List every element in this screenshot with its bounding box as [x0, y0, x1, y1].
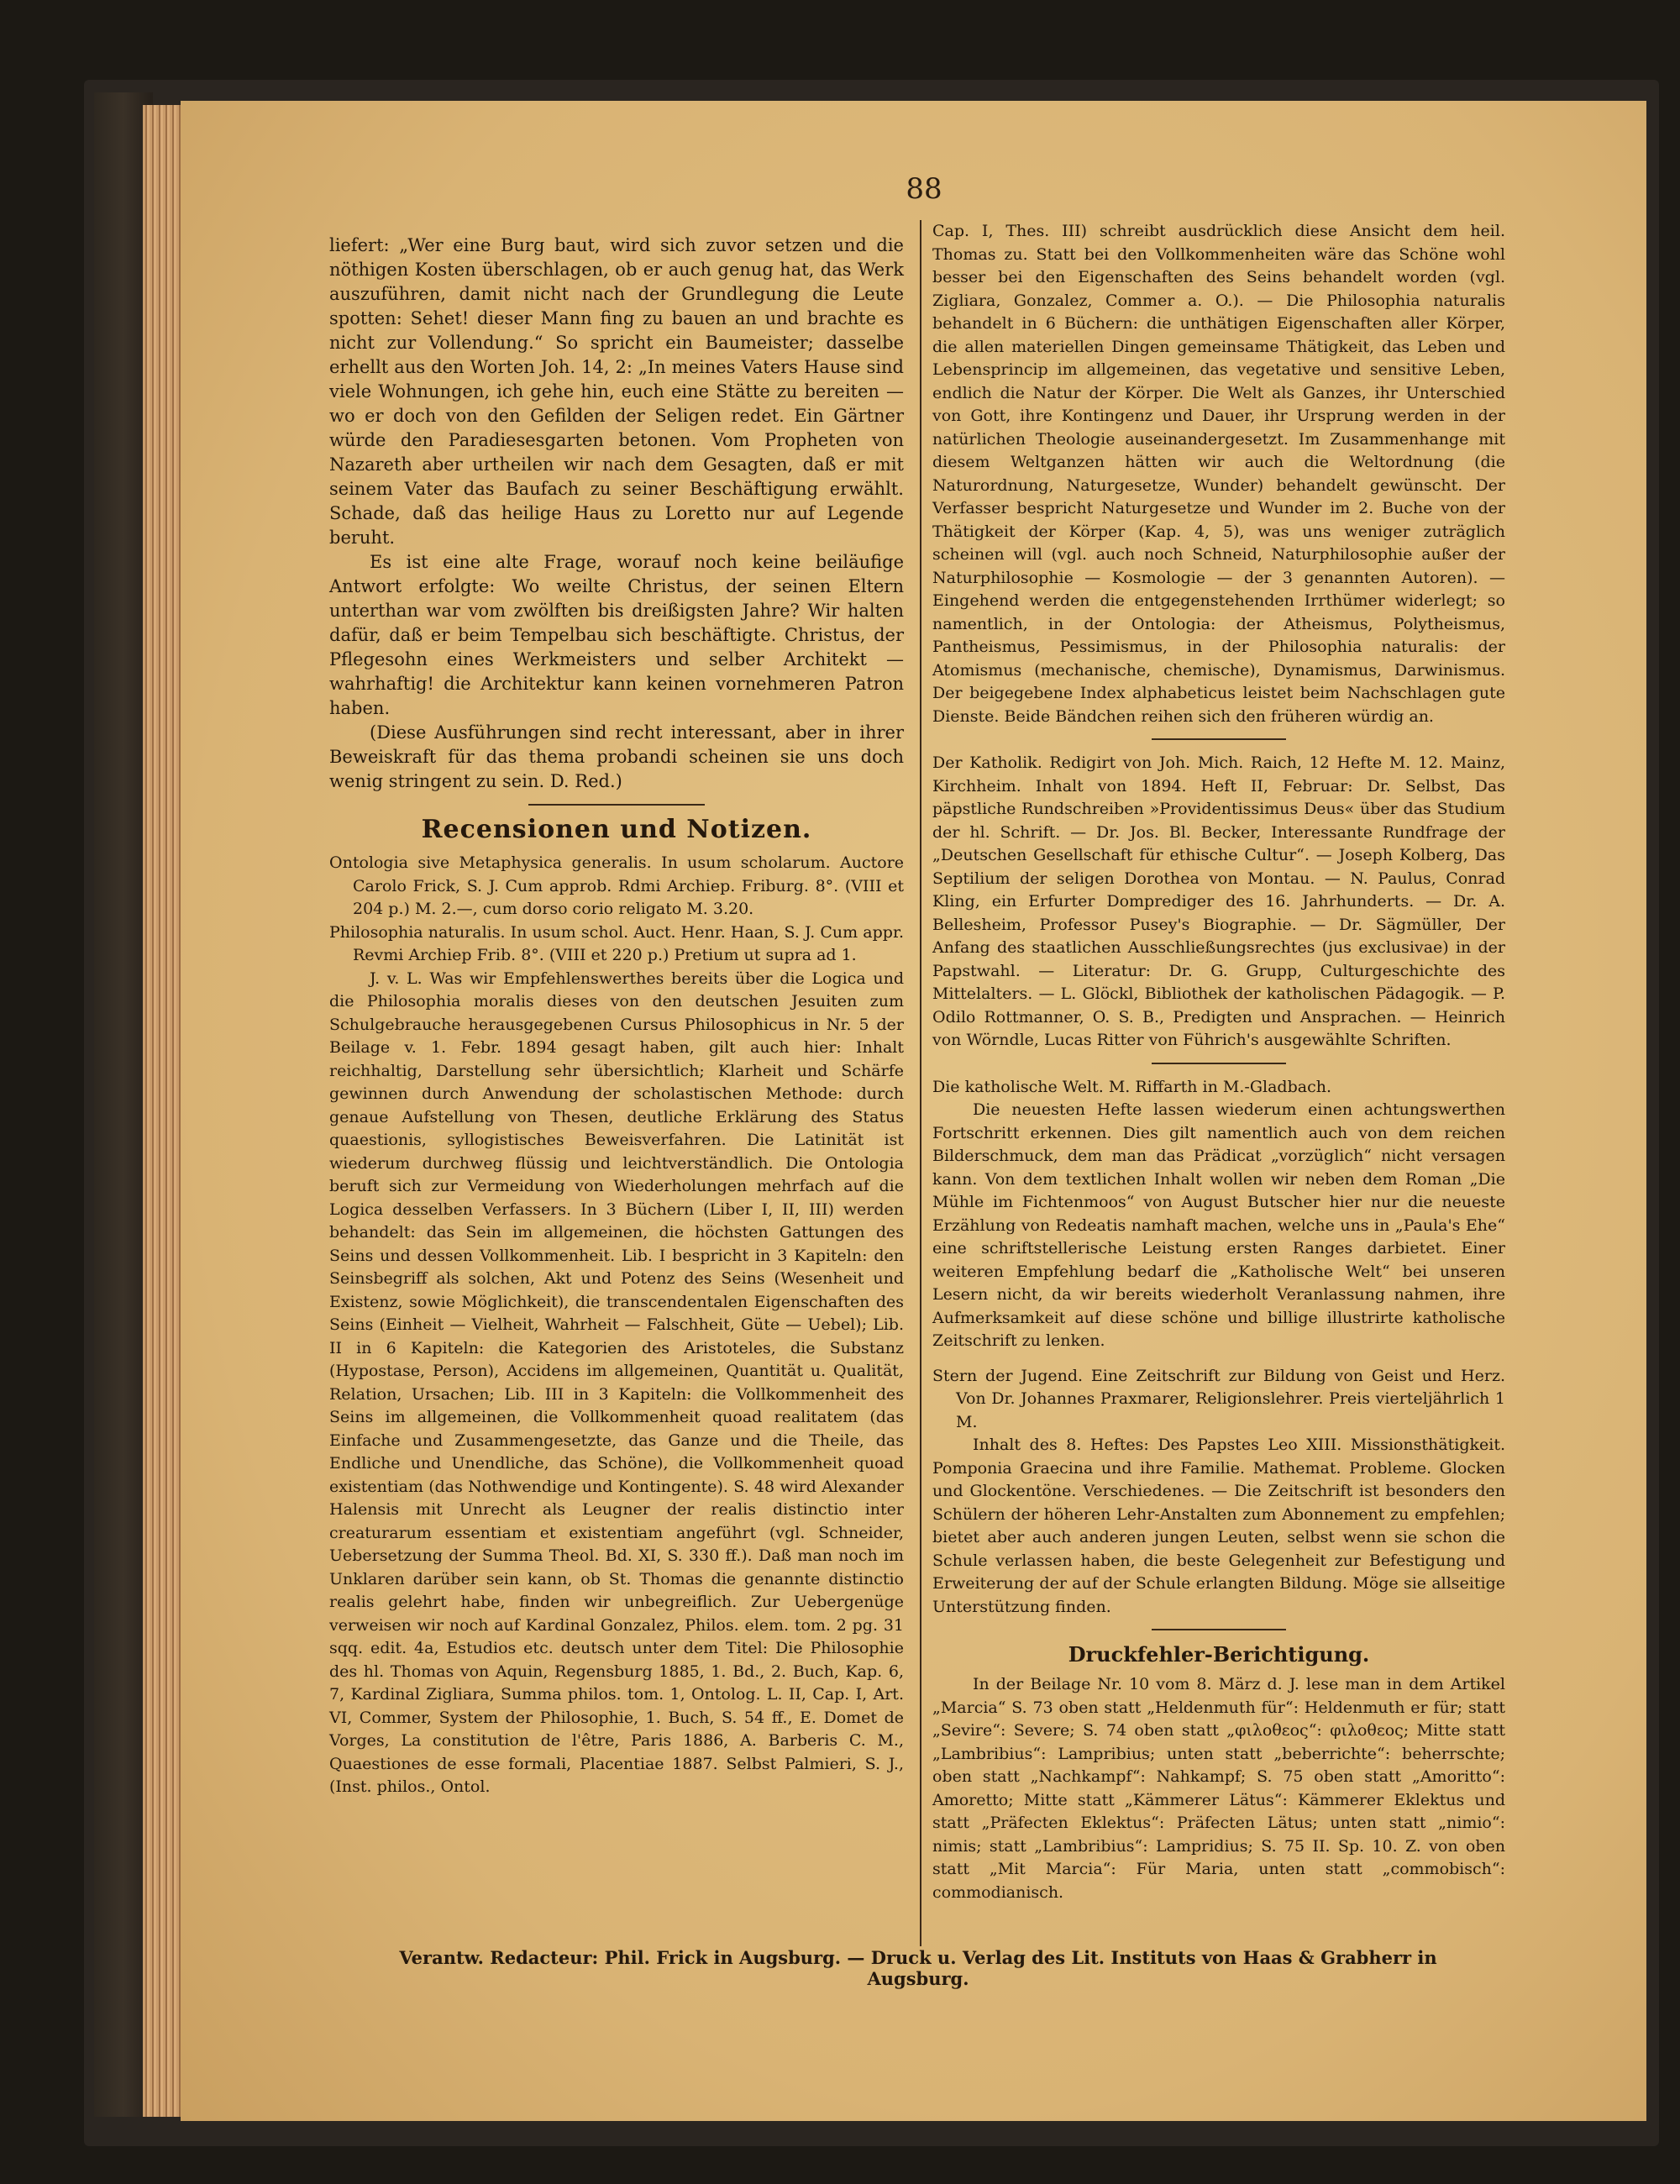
periodical-title: Stern der Jugend. Eine Zeitschrift zur Bildung von Geist und Herz. Von Dr. Johannes Praxmarer, Religionslehrer. Preis vierteljährlich 1 M.	[932, 1366, 1505, 1431]
book-entry: Philosophia naturalis. In usum schol. Auct. Henr. Haan, S. J. Cum appr. Revmi Archiep Frib. 8°. (VIII et 220 p.) Pretium ut supra ad 1.	[329, 922, 904, 964]
left-column	[329, 234, 904, 1799]
periodical-text: Die neuesten Hefte lassen wiederum einen achtungswerthen Fortschritt erkennen. Dies gilt namentlich auch von dem reichen Bilderschmuck, dem man das Prädicat „vorzüglich“ nicht versagen kann. Von dem textlichen Inhalt wollen wir neben dem Roman „Die Mühle im Fichtenmoos“ von August Butscher hier nur die neueste Erzählung von Redeatis namhaft machen, welche uns in „Paula's Ehe“ eine schriftstellerische Leistung ersten Ranges darbietet. Einer weiteren Empfehlung bedarf die „Katholische Welt“ bei unseren Lesern nicht, da wir bereits wiederholt Veranlassung nahmen, ihre Aufmerksamkeit auf diese schöne und billige illustrirte katholische Zeitschrift zu lenken.	[932, 1100, 1505, 1350]
column-divider	[920, 220, 921, 1946]
paragraph: Cap. I, Thes. III) schreibt ausdrücklich diese Ansicht dem heil. Thomas zu. Statt bei den Vollkommenheiten wäre das Schöne wohl besser bei den Eigenschaften des Seins behandelt worden (vgl. Zigliara, Gonzalez, Commer a. O.). — Die Philosophia naturalis behandelt in 6 Büchern: die unthätigen Eigenschaften aller Körper, die allen materiellen Dingen gemeinsame Thätigkeit, das Leben und Lebensprincip im allgemeinen, das vegetative und sensitive Leben, endlich die Natur der Körper. Die Welt als Ganzes, ihr Unterschied von Gott, ihre Kontingenz und Dauer, ihr Ursprung werden in der natürlichen Theologie auseinandergesetzt. Im Zusammenhange mit diesem Weltganzen hätten wir auch die Weltordnung (die Naturordnung, Naturgesetze, Wunder) behandelt gewünscht. Der Verfasser bespricht Naturgesetze und Wunder im 2. Buche von der Thätigkeit der Körper (Kap. 4, 5), was uns weniger zuträglich scheinen will (vgl. auch noch Schneid, Naturphilosophie außer der Naturphilosophie — Kosmologie — der 3 genannten Autoren). — Eingehend werden die entgegenstehenden Irrthümer widerlegt; so namentlich, in der Ontologia: der Atheismus, Polytheismus, Pantheismus, Pessimismus, in der Philosophia naturalis: der Atomismus (mechanische, chemische), Dynamismus, Darwinismus. Der beigegebene Index alphabeticus leistet beim Nachschlagen gute Dienste. Beide Bändchen reihen sich den früheren würdig an.	[932, 222, 1505, 726]
right-column	[932, 220, 1505, 1904]
paragraph: liefert: „Wer eine Burg baut, wird sich zuvor setzen und die nöthigen Kosten überschlagen, ob er auch genug hat, das Werk auszuführen, damit nicht nach der Grundlegung die Leute spotten: Sehet! dieser Mann fing zu bauen an und brachte es nicht zur Vollendung.“ So spricht ein Baumeister; dasselbe erhellt aus den Worten Joh. 14, 2: „In meines Vaters Hause sind viele Wohnungen, ich gehe hin, euch eine Stätte zu bereiten — wo er doch von den Gefilden der Seligen redet. Ein Gärtner würde den Paradiesesgarten betonen. Vom Propheten von Nazareth aber urtheilen wir nach dem Gesagten, daß er mit seinem Vater das Baufach zu seiner Beschäftigung erwählt. Schade, daß das heilige Haus zu Loretto nur auf Legende beruht.	[329, 235, 904, 548]
page-number: 88	[906, 172, 942, 206]
section-title: Recensionen und Notizen.	[421, 815, 812, 844]
periodical-text: Inhalt des 8. Heftes: Des Papstes Leo XIII. Missionsthätigkeit. Pomponia Graecina und ihre Familie. Mathemat. Probleme. Glocken und Glockentöne. Verschiedenes. — Die Zeitschrift ist besonders den Schülern der höheren Lehr-Anstalten zum Abonnement zu empfehlen; bietet aber auch anderen jungen Leuten, selbst wenn sie schon die Schule verlassen haben, die beste Gelegenheit zur Befestigung und Erweiterung der auf der Schule erlangten Bildung. Möge sie allseitige Unterstützung finden.	[932, 1436, 1505, 1616]
divider	[528, 804, 705, 806]
book-entry: Ontologia sive Metaphysica generalis. In usum scholarum. Auctore Carolo Frick, S. J. Cum approb. Rdmi Archiep. Friburg. 8°. (VIII et 204 p.) M. 2.—, cum dorso corio religato M. 3.20.	[329, 853, 904, 918]
periodical-title: Die katholische Welt. M. Riffarth in M.-Gladbach.	[932, 1077, 1331, 1096]
paragraph: Es ist eine alte Frage, worauf noch keine beiläufige Antwort erfolgte: Wo weilte Christus, der seinen Eltern unterthan war vom zwölften bis dreißigsten Jahre? Wir halten dafür, daß er beim Tempelbau sich beschäftigte. Christus, der Pflegesohn eines Werkmeisters und selber Architekt — wahrhaftig! die Architektur kann keinen vornehmeren Patron haben.	[329, 552, 904, 718]
divider	[1152, 738, 1286, 740]
errata-title: Druckfehler-Berichtigung.	[1068, 1642, 1370, 1667]
page-edges	[143, 105, 185, 2117]
imprint-footer: Verantw. Redacteur: Phil. Frick in Augsburg. — Druck u. Verlag des Lit. Instituts von Haas & Grabherr in Augsburg.	[399, 1947, 1437, 1989]
divider	[1152, 1063, 1286, 1064]
divider	[1152, 1629, 1286, 1630]
periodical-entry: Der Katholik. Redigirt von Joh. Mich. Raich, 12 Hefte M. 12. Mainz, Kirchheim. Inhalt von 1894. Heft II, Februar: Dr. Selbst, Das päpstliche Rundschreiben »Providentissimus Deus« über das Studium der hl. Schrift. — Dr. Jos. Bl. Becker, Interessante Rundfrage der „Deutschen Gesellschaft für ethische Cultur“. — Joseph Kolberg, Das Septilium der seligen Dorothea von Montau. — N. Paulus, Conrad Kling, ein Erfurter Domprediger des 16. Jahrhunderts. — Dr. A. Bellesheim, Professor Pusey's Biographie. — Dr. Sägmüller, Der Anfang des staatlichen Ausschließungsrechtes (jus exclusivae) in der Papstwahl. — Literatur: Dr. G. Grupp, Culturgeschichte des Mittelalters. — L. Glöckl, Bibliothek der katholischen Pädagogik. — P. Odilo Rottmanner, O. S. B., Predigten und Ansprachen. — Heinrich von Wörndle, Lucas Ritter von Führich's ausgewählte Schriften.	[932, 753, 1505, 1049]
paragraph: (Diese Ausführungen sind recht interessant, aber in ihrer Beweiskraft für das thema probandi scheinen sie uns doch wenig stringent zu sein. D. Red.)	[329, 722, 904, 791]
review-text: J. v. L. Was wir Empfehlenswerthes bereits über die Logica und die Philosophia moralis dieses von den deutschen Jesuiten zum Schulgebrauche herausgegebenen Cursus Philosophicus in Nr. 5 der Beilage v. 1. Febr. 1894 gesagt haben, gilt auch hier: Inhalt reichhaltig, Darstellung sehr übersichtlich; Klarheit und Schärfe gewinnen durch Anwendung der scholastischen Methode: durch genaue Aufstellung von Thesen, deutliche Erklärung des Status quaestionis, syllogistisches Beweisverfahren. Die Latinität ist wiederum durchweg flüssig und leichtverständlich. Die Ontologia beruft sich zur Vermeidung von Wiederholungen mehrfach auf die Logica desselben Verfassers. In 3 Büchern (Liber I, II, III) werden behandelt: das Sein im allgemeinen, die höchsten Gattungen des Seins und dessen Vollkommenheit. Lib. I bespricht in 3 Kapiteln: den Seinsbegriff als solchen, Akt und Potenz des Seins (Wesenheit und Existenz, sowie Möglichkeit), die transcendentalen Eigenschaften des Seins (Einheit — Vielheit, Wahrheit — Falschheit, Güte — Uebel); Lib. II in 6 Kapiteln: die Kategorien des Aristoteles, die Substanz (Hypostase, Person), Accidens im allgemeinen, Quantität u. Qualität, Relation, Ursachen; Lib. III in 3 Kapiteln: die Vollkommenheit des Seins im allgemeinen, die Vollkommenheit quoad realitatem (das Einfache und Zusammengesetzte, das Ganze und die Theile, das Endliche und Unendliche, das Schöne), die Vollkommenheit quoad existentiam (das Nothwendige und Kontingente). S. 48 wird Alexander Halensis mit Unrecht als Leugner der realis distinctio inter creaturarum essentiam et existentiam angeführt (vgl. Schneider, Uebersetzung der Summa Theol. Bd. XI, S. 330 ff.). Daß man noch im Unklaren darüber sein kann, ob St. Thomas die genannte distinctio realis gelehrt habe, finden wir unbegreiflich. Zur Uebergenüge verweisen wir noch auf Kardinal Gonzalez, Philos. elem. tom. 2 pg. 31 sqq. edit. 4a, Estudios etc. deutsch unter dem Titel: Die Philosophie des hl. Thomas von Aquin, Regensburg 1885, 1. Bd., 2. Buch, Kap. 6, 7, Kardinal Zigliara, Summa philos. tom. 1, Ontolog. L. II, Cap. I, Art. VI, Commer, System der Philosophie, 1. Buch, S. 54 ff., E. Domet de Vorges, La constitution de l'être, Paris 1886, A. Barberis C. M., Quaestiones de esse formali, Placentiae 1887. Selbst Palmieri, S. J., (Inst. philos., Ontol.	[329, 969, 904, 1796]
errata-text: In der Beilage Nr. 10 vom 8. März d. J. lese man in dem Artikel „Marcia“ S. 73 oben statt „Heldenmuth für“: Heldenmuth er für; statt „Sevire“: Severe; S. 74 oben statt „φιλοθεος“: φιλοθεος; Mitte statt „Lambribius“: Lampribius; unten statt „beberrichte“: beherrschte; oben statt „Nachkampf“: Nahkampf; S. 75 oben statt „Amoritto“: Amoretto; Mitte statt „Kämmerer Lätus“: Kämmerer Eklektus und statt „Präfecten Eklektus“: Präfecten Lätus; unten statt „nimio“: nimis; statt „Lambribius“: Lampridius; S. 75 II. Sp. 10. Z. von oben statt „Mit Marcia“: Für Maria, unten statt „commobisch“: commodianisch.	[932, 1675, 1505, 1902]
